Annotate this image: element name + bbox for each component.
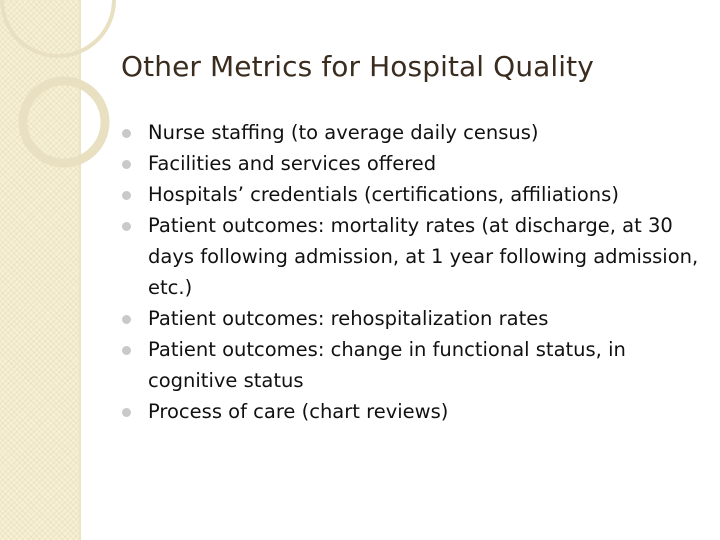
decorative-rings (0, 0, 140, 200)
bullet-text: Hospitals’ credentials (certifications, affiliations) (148, 183, 619, 206)
bullet-text: Patient outcomes: mortality rates (at discharge, at 30 days following admission, at 1 year following admission, etc.) (148, 214, 699, 299)
bullet-dot-icon (122, 191, 131, 200)
bullet-item (122, 210, 702, 303)
bullet-list (122, 117, 702, 427)
bullet-item (122, 334, 702, 396)
bullet-item (122, 396, 702, 427)
bullet-item (122, 303, 702, 334)
bullet-text: Facilities and services offered (148, 152, 437, 175)
bullet-dot-icon (122, 346, 131, 355)
bullet-item (122, 148, 702, 179)
outer-ring (2, 0, 114, 56)
bullet-dot-icon (122, 160, 131, 169)
bullet-text: Patient outcomes: rehospitalization rates (148, 307, 549, 330)
slide-title: Other Metrics for Hospital Quality (121, 50, 594, 83)
bullet-item (122, 179, 702, 210)
inner-ring (23, 81, 105, 163)
bullet-text: Patient outcomes: change in functional status, in cognitive status (148, 338, 626, 392)
bullet-dot-icon (122, 315, 131, 324)
bullet-text: Nurse staffing (to average daily census) (148, 121, 539, 144)
bullet-item (122, 117, 702, 148)
bullet-dot-icon (122, 129, 131, 138)
bullet-text: Process of care (chart reviews) (148, 400, 449, 423)
bullet-dot-icon (122, 222, 131, 231)
bullet-dot-icon (122, 408, 131, 417)
